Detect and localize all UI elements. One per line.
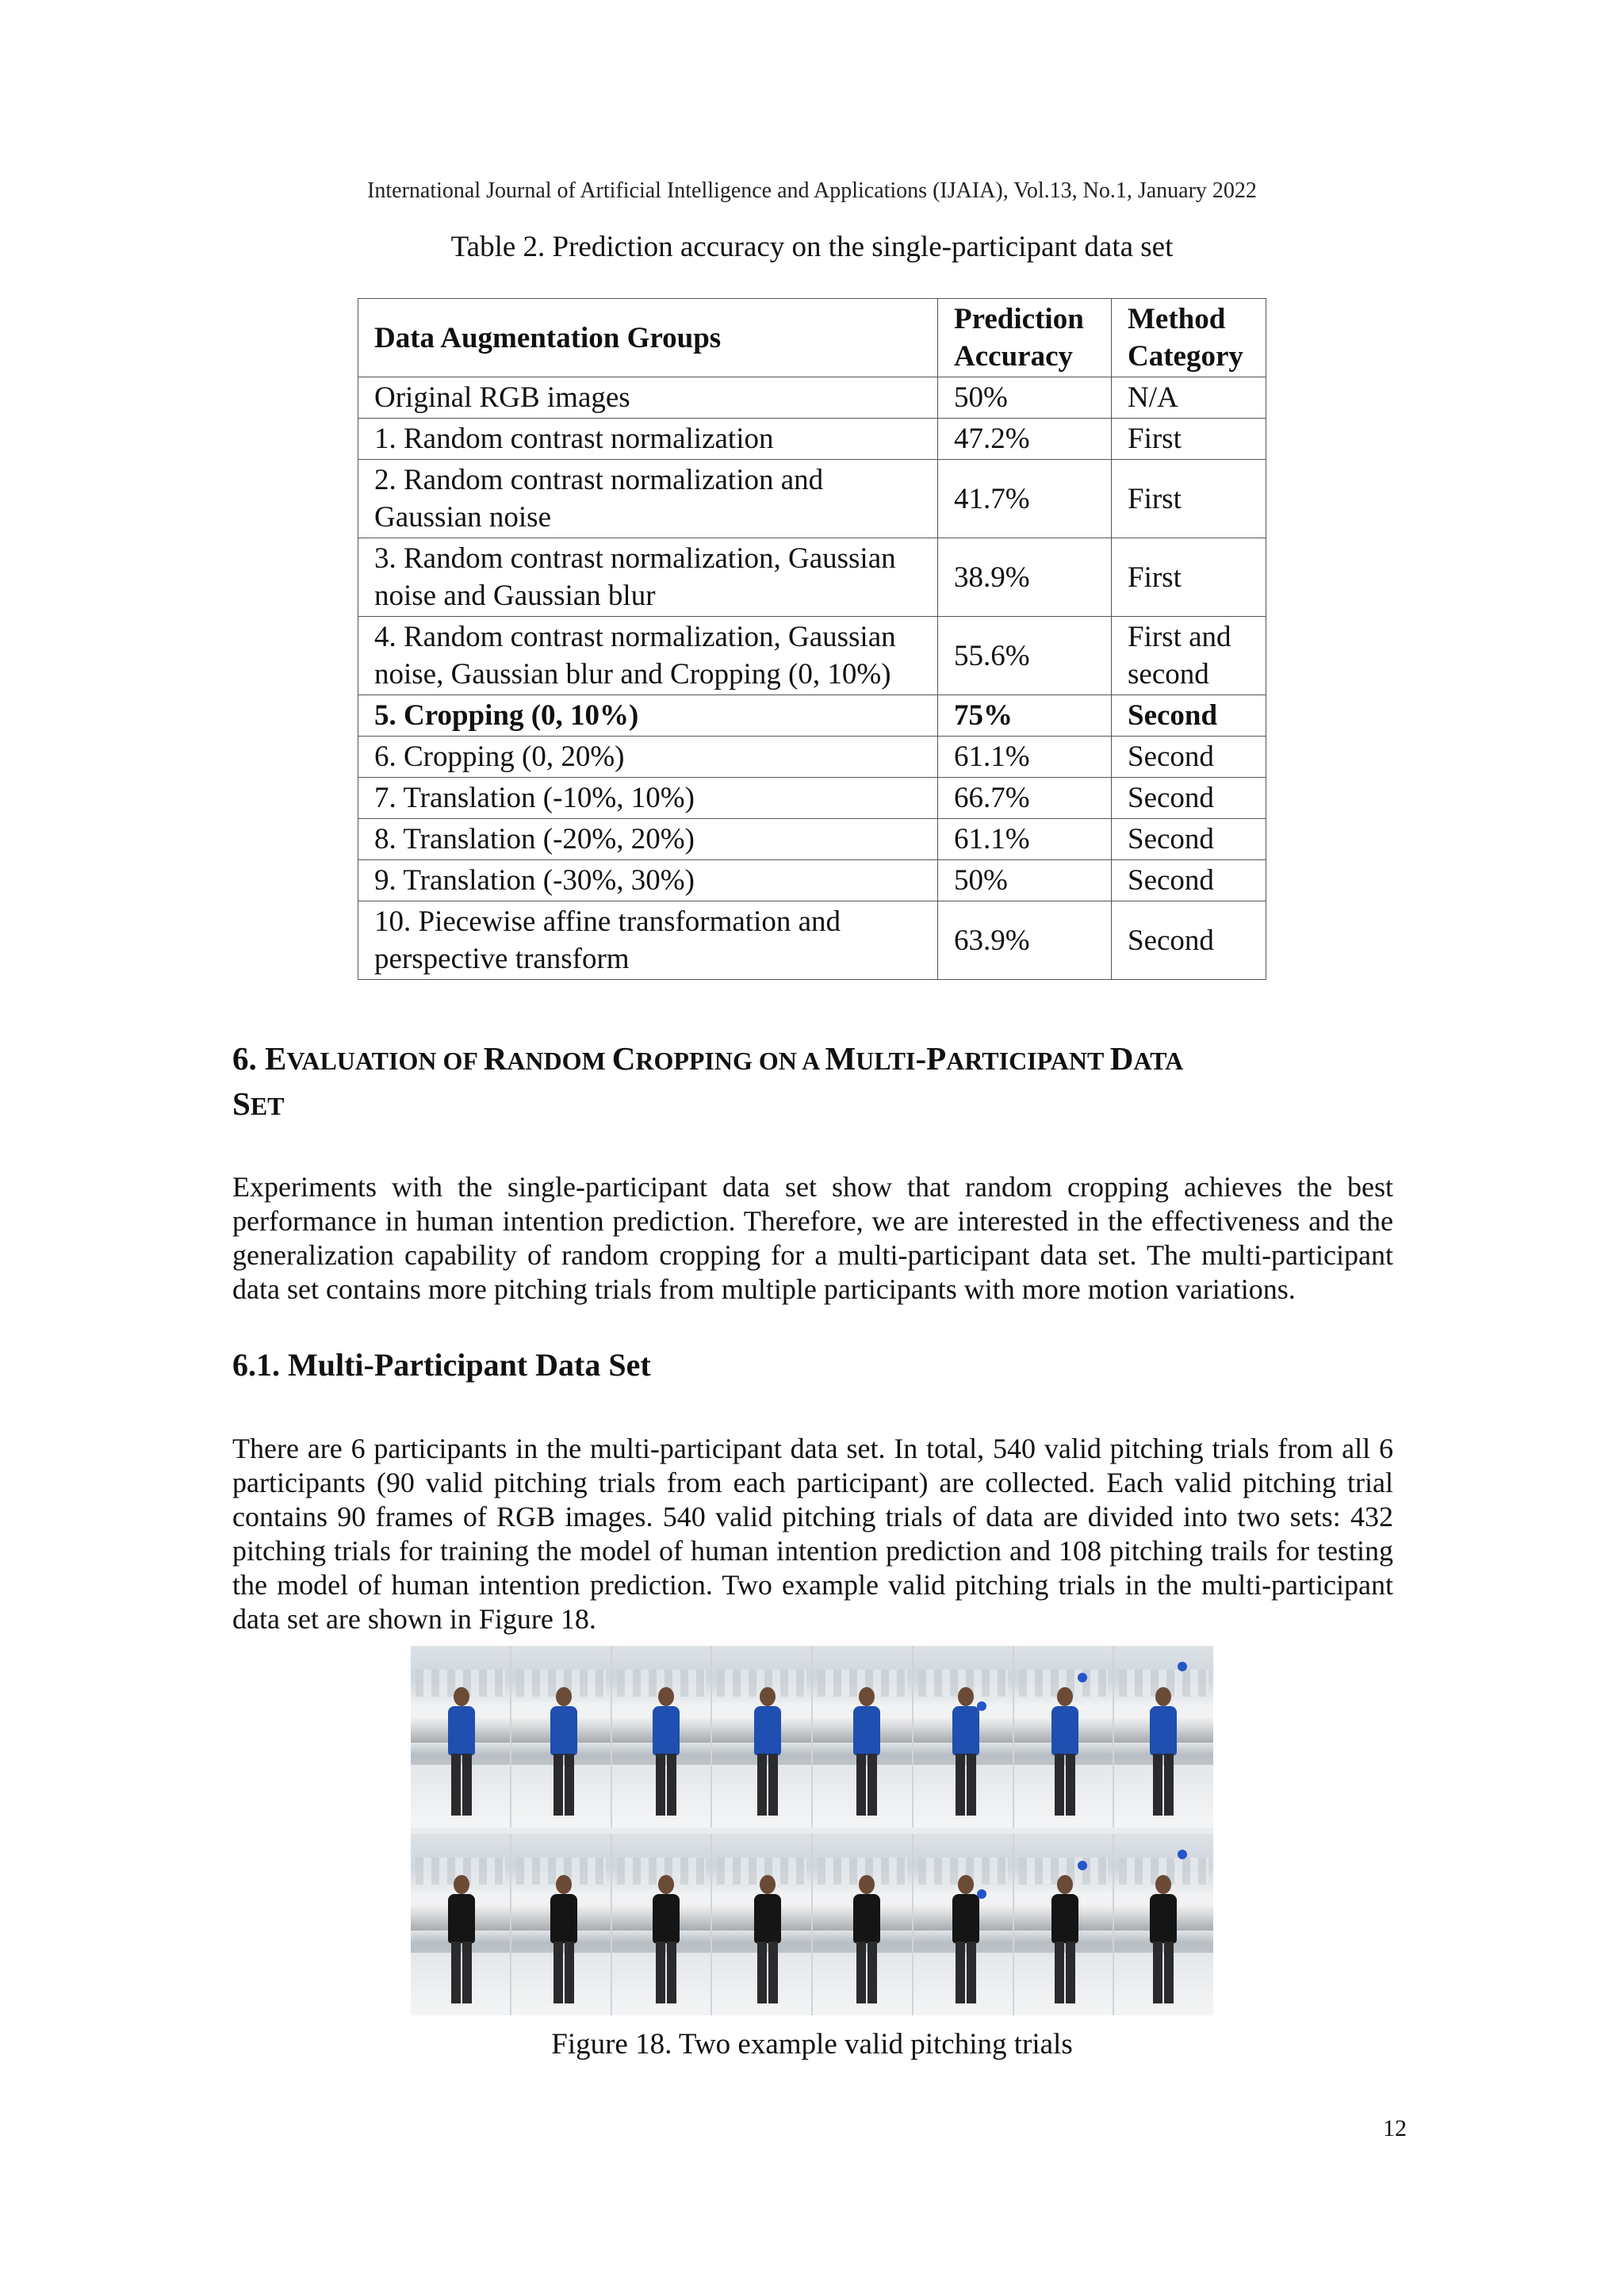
video-frame bbox=[1114, 1834, 1213, 2015]
cell-group: 10. Piecewise affine transformation and perspective transform bbox=[358, 901, 938, 980]
participant-figure bbox=[548, 1687, 580, 1822]
participant-leg bbox=[553, 1942, 563, 2003]
participant-leg bbox=[553, 1754, 563, 1816]
column-header-accuracy: Prediction Accuracy bbox=[938, 299, 1112, 377]
participant-leg bbox=[667, 1754, 676, 1816]
pitching-trial-strip-blue bbox=[411, 1646, 1213, 1827]
participant-leg bbox=[565, 1942, 574, 2003]
table-row bbox=[358, 860, 1266, 901]
participant-torso bbox=[1051, 1706, 1078, 1755]
participant-head bbox=[454, 1687, 469, 1706]
table-caption: Table 2. Prediction accuracy on the single-participant data set bbox=[450, 231, 1174, 263]
participant-torso bbox=[653, 1894, 680, 1943]
participant-torso bbox=[853, 1894, 880, 1943]
table-row bbox=[358, 737, 1266, 778]
participant-torso bbox=[448, 1894, 475, 1943]
table-row bbox=[358, 419, 1266, 460]
video-frame bbox=[511, 1646, 612, 1827]
participant-figure bbox=[650, 1687, 682, 1822]
participant-torso bbox=[653, 1706, 680, 1755]
cell-category: First bbox=[1112, 460, 1266, 538]
participant-figure bbox=[1147, 1687, 1179, 1822]
participant-leg bbox=[1153, 1942, 1162, 2003]
title-cap: D bbox=[1109, 1040, 1134, 1077]
figure-caption: Figure 18. Two example valid pitching trials bbox=[551, 2028, 1073, 2061]
participant-leg bbox=[967, 1942, 976, 2003]
participant-figure bbox=[650, 1875, 682, 2010]
results-table bbox=[358, 298, 1266, 980]
table-header-row bbox=[358, 299, 1266, 377]
participant-head bbox=[1057, 1875, 1073, 1894]
participant-figure bbox=[446, 1875, 477, 2010]
section-heading bbox=[232, 1037, 1393, 1127]
participant-head bbox=[958, 1875, 974, 1894]
cell-group: 4. Random contrast normalization, Gaussian noise, Gaussian blur and Cropping (0, 10%) bbox=[358, 617, 938, 695]
participant-figure bbox=[851, 1875, 883, 2010]
participant-torso bbox=[448, 1706, 475, 1755]
table-row bbox=[358, 901, 1266, 980]
title-cap: -P bbox=[915, 1040, 947, 1077]
ball bbox=[977, 1701, 986, 1711]
video-frame bbox=[612, 1646, 713, 1827]
cell-accuracy: 41.7% bbox=[938, 460, 1112, 538]
section-paragraph: Experiments with the single-participant data set show that random cropping achieves the best performance in human intention prediction. Therefore, we are interested in the effectiveness and the generalization capability of random cropping for a multi-participant data set. The multi-participant data set contains more pitching trials from multiple participants with more motion variations. bbox=[232, 1171, 1393, 1305]
participant-figure bbox=[752, 1687, 783, 1822]
title-smallcaps: ARTICIPANT bbox=[946, 1047, 1110, 1075]
participant-leg bbox=[1066, 1754, 1075, 1816]
cell-group: 2. Random contrast normalization and Gaussian noise bbox=[358, 460, 938, 538]
cell-category: Second bbox=[1112, 778, 1266, 819]
cell-accuracy: 61.1% bbox=[938, 819, 1112, 860]
ball bbox=[977, 1889, 986, 1899]
column-header-groups: Data Augmentation Groups bbox=[358, 299, 938, 377]
title-smallcaps: ATA bbox=[1133, 1047, 1184, 1075]
title-cap: M bbox=[825, 1040, 856, 1077]
cell-accuracy: 55.6% bbox=[938, 617, 1112, 695]
participant-head bbox=[556, 1687, 572, 1706]
participant-leg bbox=[856, 1754, 866, 1816]
participant-head bbox=[760, 1875, 776, 1894]
table-row bbox=[358, 819, 1266, 860]
participant-head bbox=[859, 1687, 875, 1706]
video-frame bbox=[813, 1834, 914, 2015]
title-cap: C bbox=[611, 1040, 636, 1077]
page-number: 12 bbox=[1383, 2115, 1407, 2141]
table-row bbox=[358, 778, 1266, 819]
participant-figure bbox=[1147, 1875, 1179, 2010]
table-row bbox=[358, 538, 1266, 617]
participant-head bbox=[658, 1687, 674, 1706]
title-smallcaps: ULTI bbox=[856, 1047, 916, 1075]
participant-torso bbox=[550, 1706, 577, 1755]
participant-head bbox=[1057, 1687, 1073, 1706]
participant-torso bbox=[754, 1894, 781, 1943]
ball bbox=[1078, 1673, 1087, 1682]
cell-group: 8. Translation (-20%, 20%) bbox=[358, 819, 938, 860]
participant-leg bbox=[451, 1754, 461, 1816]
video-frame bbox=[612, 1834, 713, 2015]
cell-category: Second bbox=[1112, 819, 1266, 860]
participant-figure bbox=[851, 1687, 883, 1822]
cell-category: N/A bbox=[1112, 377, 1266, 419]
cell-group: 5. Cropping (0, 10%) bbox=[358, 695, 938, 737]
ball bbox=[1078, 1861, 1087, 1870]
table-row-best bbox=[358, 695, 1266, 737]
participant-leg bbox=[1066, 1942, 1075, 2003]
participant-torso bbox=[952, 1894, 979, 1943]
video-frame bbox=[1014, 1646, 1115, 1827]
cell-category: Second bbox=[1112, 737, 1266, 778]
running-header: International Journal of Artificial Intelligence and Applications (IJAIA), Vol.13, No.1, January 2022 bbox=[367, 178, 1257, 203]
figure-image bbox=[411, 1646, 1213, 2015]
cell-category: First bbox=[1112, 419, 1266, 460]
video-frame bbox=[914, 1834, 1014, 2015]
participant-leg bbox=[956, 1942, 965, 2003]
participant-leg bbox=[1153, 1754, 1162, 1816]
video-frame bbox=[411, 1646, 511, 1827]
title-smallcaps: ANDOM bbox=[507, 1047, 612, 1075]
cell-group: 9. Translation (-30%, 30%) bbox=[358, 860, 938, 901]
participant-leg bbox=[462, 1942, 472, 2003]
participant-leg bbox=[768, 1942, 778, 2003]
video-frame bbox=[1114, 1646, 1213, 1827]
participant-torso bbox=[1150, 1706, 1177, 1755]
table-row bbox=[358, 377, 1266, 419]
participant-leg bbox=[656, 1754, 665, 1816]
cell-category: First and second bbox=[1112, 617, 1266, 695]
participant-figure bbox=[446, 1687, 477, 1822]
participant-leg bbox=[1055, 1942, 1064, 2003]
participant-torso bbox=[1150, 1894, 1177, 1943]
participant-torso bbox=[754, 1706, 781, 1755]
participant-figure bbox=[752, 1875, 783, 2010]
pitching-trial-strip-black bbox=[411, 1834, 1213, 2015]
section-number: 6. bbox=[232, 1040, 257, 1077]
table-row bbox=[358, 617, 1266, 695]
cell-accuracy: 38.9% bbox=[938, 538, 1112, 617]
title-cap: R bbox=[483, 1040, 508, 1077]
participant-figure bbox=[1049, 1687, 1081, 1822]
cell-accuracy: 66.7% bbox=[938, 778, 1112, 819]
participant-head bbox=[859, 1875, 875, 1894]
cell-accuracy: 75% bbox=[938, 695, 1112, 737]
video-frame bbox=[813, 1646, 914, 1827]
cell-group: 6. Cropping (0, 20%) bbox=[358, 737, 938, 778]
title-cap: S bbox=[232, 1085, 251, 1122]
participant-leg bbox=[768, 1754, 778, 1816]
participant-torso bbox=[853, 1706, 880, 1755]
participant-torso bbox=[952, 1706, 979, 1755]
participant-head bbox=[760, 1687, 776, 1706]
participant-leg bbox=[757, 1754, 767, 1816]
video-frame bbox=[411, 1834, 511, 2015]
subsection-heading: 6.1. Multi-Participant Data Set bbox=[232, 1347, 651, 1383]
participant-leg bbox=[656, 1942, 665, 2003]
participant-head bbox=[1155, 1875, 1171, 1894]
participant-head bbox=[958, 1687, 974, 1706]
participant-torso bbox=[550, 1894, 577, 1943]
video-frame bbox=[914, 1646, 1014, 1827]
participant-leg bbox=[956, 1754, 965, 1816]
video-frame bbox=[1014, 1834, 1115, 2015]
video-frame bbox=[712, 1646, 813, 1827]
participant-leg bbox=[868, 1942, 877, 2003]
participant-leg bbox=[565, 1754, 574, 1816]
video-frame bbox=[712, 1834, 813, 2015]
participant-head bbox=[454, 1875, 469, 1894]
title-smallcaps: ROPPING ON A bbox=[635, 1047, 825, 1075]
cell-accuracy: 50% bbox=[938, 860, 1112, 901]
video-frame bbox=[511, 1834, 612, 2015]
table-row bbox=[358, 460, 1266, 538]
cell-accuracy: 63.9% bbox=[938, 901, 1112, 980]
cell-group: 7. Translation (-10%, 10%) bbox=[358, 778, 938, 819]
participant-head bbox=[1155, 1687, 1171, 1706]
participant-leg bbox=[667, 1942, 676, 2003]
cell-accuracy: 50% bbox=[938, 377, 1112, 419]
cell-group: Original RGB images bbox=[358, 377, 938, 419]
participant-leg bbox=[1055, 1754, 1064, 1816]
participant-leg bbox=[1164, 1754, 1174, 1816]
cell-category: First bbox=[1112, 538, 1266, 617]
subsection-paragraph: There are 6 participants in the multi-participant data set. In total, 540 valid pitching trials from all 6 participants (90 valid pitching trials from each participant) are collected. Each valid pitching trial contains 90 frames of RGB images. 540 valid pitching trials of data are divided into two sets: 432 pitching trials for training the model of human intention prediction and 108 pitching trails for testing the model of human intention prediction. Two example valid pitching trials in the multi-participant data set are shown in Figure 18. bbox=[232, 1433, 1393, 1635]
participant-head bbox=[556, 1875, 572, 1894]
participant-leg bbox=[856, 1942, 866, 2003]
participant-leg bbox=[1164, 1942, 1174, 2003]
cell-group: 3. Random contrast normalization, Gaussian noise and Gaussian blur bbox=[358, 538, 938, 617]
participant-head bbox=[658, 1875, 674, 1894]
participant-leg bbox=[462, 1754, 472, 1816]
participant-leg bbox=[757, 1942, 767, 2003]
participant-leg bbox=[451, 1942, 461, 2003]
cell-category: Second bbox=[1112, 860, 1266, 901]
participant-leg bbox=[868, 1754, 877, 1816]
participant-figure bbox=[548, 1875, 580, 2010]
participant-torso bbox=[1051, 1894, 1078, 1943]
participant-leg bbox=[967, 1754, 976, 1816]
cell-category: Second bbox=[1112, 901, 1266, 980]
column-header-category: Method Category bbox=[1112, 299, 1266, 377]
title-smallcaps: ET bbox=[250, 1092, 285, 1120]
cell-accuracy: 47.2% bbox=[938, 419, 1112, 460]
title-cap: E bbox=[265, 1040, 287, 1077]
cell-group: 1. Random contrast normalization bbox=[358, 419, 938, 460]
cell-accuracy: 61.1% bbox=[938, 737, 1112, 778]
cell-category: Second bbox=[1112, 695, 1266, 737]
title-smallcaps: VALUATION OF bbox=[286, 1047, 484, 1075]
participant-figure bbox=[1049, 1875, 1081, 2010]
